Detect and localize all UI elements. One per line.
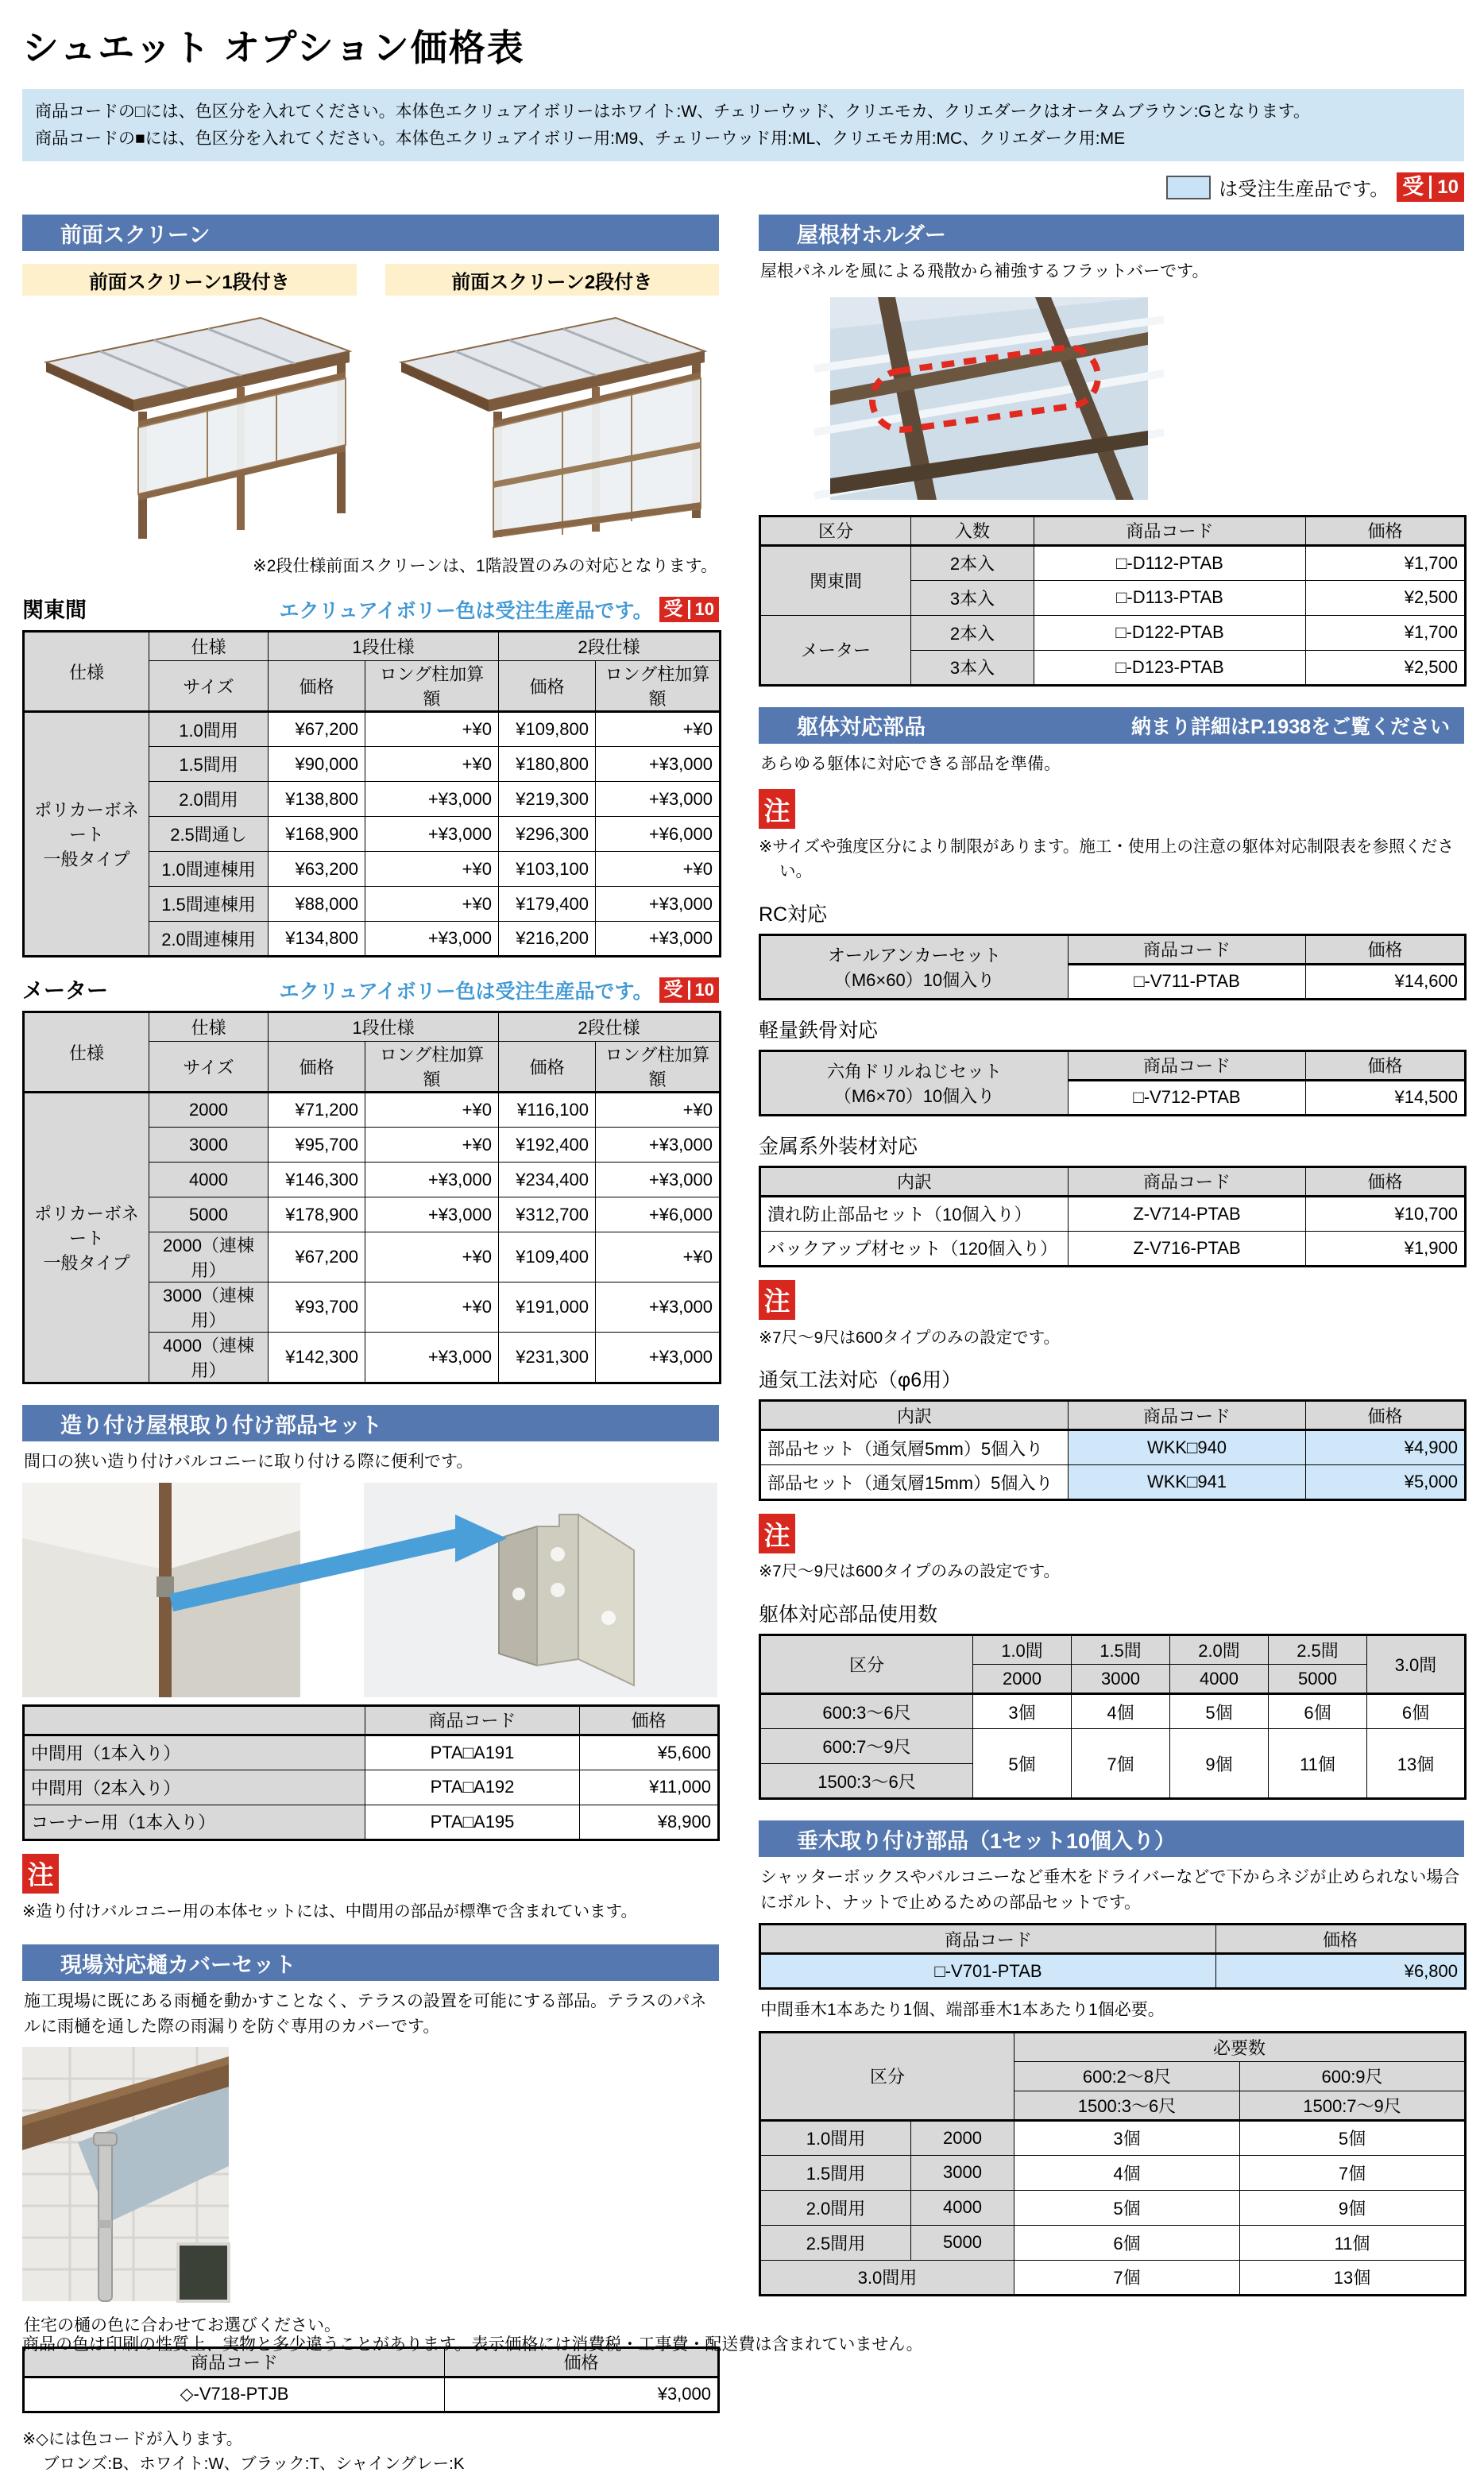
kutai-600-note: ※7尺～9尺は600タイプのみの設定です。: [759, 1328, 1061, 1347]
section-toi-cover-header: 現場対応樋カバーセット: [22, 1944, 719, 1981]
toi-select-note: 住宅の樋の色に合わせてお選びください。: [24, 2316, 341, 2335]
code-cell: □-D113-PTAB: [1034, 580, 1306, 615]
col-header-code: 商品コード: [760, 1925, 1216, 1954]
kanto-heading-row: [22, 593, 719, 624]
long-add-cell: +¥3,000: [596, 1333, 721, 1383]
price-cell: ¥11,000: [580, 1770, 719, 1805]
col-header-long1: ロング柱加算額: [365, 661, 499, 712]
col-header-2ken: 2.0間: [1170, 1635, 1269, 1665]
price-cell: ¥93,700: [269, 1282, 365, 1333]
usage-table: [759, 1634, 1467, 1800]
page-title: シュエット オプション価格表: [22, 27, 525, 68]
code-cell: Z-V716-PTAB: [1069, 1231, 1306, 1266]
col-header-uchiwake: 内訳: [760, 1401, 1069, 1430]
table-row: [760, 2190, 1466, 2225]
size-cell: 4000（連棟用）: [149, 1333, 269, 1383]
caution-badge: 注: [759, 789, 795, 829]
long-add-cell: +¥3,000: [596, 747, 721, 782]
long-add-cell: +¥3,000: [365, 1197, 499, 1232]
qty-cell: 3本入: [911, 580, 1034, 615]
tsuki-table: [759, 1399, 1467, 1501]
code-cell: WKK□940: [1069, 1430, 1306, 1465]
steel-subheading: 軽量鉄骨対応: [759, 1019, 879, 1042]
empty-header-cell: [24, 1705, 365, 1735]
kanto-price-table: [22, 630, 721, 958]
tsukuritsuke-description: 間口の狭い造り付けバルコニーに取り付ける際に便利です。: [24, 1453, 473, 1472]
col-header-5000: 5000: [1269, 1665, 1367, 1694]
size-cell: 1.5間用: [149, 747, 269, 782]
count-cell: 5個: [1014, 2190, 1240, 2225]
meter-heading-row: [22, 973, 719, 1004]
price-cell: ¥1,700: [1306, 615, 1466, 650]
table-row: [24, 1735, 719, 1770]
row-label: 部品セット（通気層15mm）5個入り: [760, 1465, 1069, 1500]
kutai-restriction-note: ※サイズや強度区分により制限があります。施工・使用上の注意の躯体対応制限表を参照ください。: [759, 838, 1454, 880]
col-header-price: 価格: [1306, 1050, 1466, 1080]
taruki-code-table: [759, 1923, 1467, 1990]
col-header-15ken: 1.5間: [1072, 1635, 1170, 1665]
price-cell: ¥14,600: [1306, 964, 1466, 999]
count-cell: 11個: [1269, 1729, 1367, 1799]
row-label: 2.5間用: [760, 2225, 911, 2260]
front-screen-2dan-image: [377, 305, 719, 544]
tsukuritsuke-images: [22, 1483, 717, 1697]
col-header-code: 商品コード: [1069, 1401, 1306, 1430]
col-header-nyusu: 入数: [911, 516, 1034, 545]
long-add-cell: +¥0: [365, 1093, 499, 1128]
row-label: オールアンカーセット （M6×60）10個入り: [760, 934, 1069, 999]
kanto-label: 関東間: [22, 598, 87, 623]
col-header-size: サイズ: [149, 661, 269, 712]
long-add-cell: +¥3,000: [596, 922, 721, 957]
taruki-description: シャッターボックスやバルコニーなど垂木をドライバーなどで下からネジが止められない場合にボルト、ナットで止めるための部品セットです。: [760, 1868, 1460, 1912]
price-cell: ¥234,400: [499, 1163, 596, 1197]
col-header-price: 価格: [1216, 1925, 1466, 1954]
table-row: [760, 545, 1466, 580]
order-production-badge: 受 10: [659, 977, 719, 1003]
long-add-cell: +¥3,000: [596, 1282, 721, 1333]
col-header-spec2: 仕様: [149, 1012, 269, 1042]
page-disclaimer: 商品の色は印刷の性質上、実物と多少違うことがあります。表示価格には消費税・工事費・配送費は含まれていません。: [22, 2335, 923, 2354]
code-cell: □-V701-PTAB: [760, 1954, 1216, 1989]
info-line-1: 商品コードの□には、色区分を入れてください。本体色エクリュアイボリーはホワイト:W、チェリーウッド、クリエモカ、クリエダークはオータムブラウン:Gとなります。: [35, 103, 1311, 121]
table-row: [760, 1694, 1466, 1729]
long-add-cell: +¥3,000: [365, 922, 499, 957]
size-cell: 4000: [149, 1163, 269, 1197]
taruki-qty-table: [759, 2031, 1467, 2296]
long-add-cell: +¥6,000: [596, 817, 721, 852]
row-label: 1500:3～6尺: [760, 1764, 973, 1799]
size-cell: 2.5間通し: [149, 817, 269, 852]
long-add-cell: +¥0: [596, 852, 721, 887]
long-add-cell: +¥3,000: [596, 1128, 721, 1163]
qty-cell: 2本入: [911, 545, 1034, 580]
count-cell: 3個: [973, 1694, 1072, 1729]
color-code-info-box: [22, 89, 1464, 161]
table-row: [760, 2225, 1466, 2260]
col-header-long2: ロング柱加算額: [596, 1042, 721, 1093]
price-cell: ¥109,400: [499, 1232, 596, 1282]
table-row: [760, 1231, 1466, 1266]
col-header-2dan: 2段仕様: [499, 632, 721, 661]
table-row: [760, 1465, 1466, 1500]
row-label: 部品セット（通気層5mm）5個入り: [760, 1430, 1069, 1465]
price-cell: ¥191,000: [499, 1282, 596, 1333]
row-label: コーナー用（1本入り）: [24, 1805, 365, 1840]
price-cell: ¥116,100: [499, 1093, 596, 1128]
col-header-price1: 価格: [269, 661, 365, 712]
price-cell: ¥8,900: [580, 1805, 719, 1840]
table-row: [760, 1954, 1466, 1989]
table-row: [760, 615, 1466, 650]
row-label: 中間用（1本入り）: [24, 1735, 365, 1770]
count-cell: 9個: [1170, 1729, 1269, 1799]
price-cell: ¥4,900: [1306, 1430, 1466, 1465]
order-production-legend: [22, 172, 1464, 202]
price-cell: ¥14,500: [1306, 1080, 1466, 1115]
price-cell: ¥231,300: [499, 1333, 596, 1383]
code-cell: WKK□941: [1069, 1465, 1306, 1500]
long-add-cell: +¥3,000: [596, 782, 721, 817]
section-tsukuritsuke-header: 造り付け屋根取り付け部品セット: [22, 1405, 719, 1441]
col-header-size: サイズ: [149, 1042, 269, 1093]
meter-price-table: [22, 1011, 721, 1384]
size-cell: 3000: [149, 1128, 269, 1163]
price-cell: ¥179,400: [499, 887, 596, 922]
price-cell: ¥10,700: [1306, 1196, 1466, 1231]
count-cell: 5個: [1170, 1694, 1269, 1729]
col-header-spec: 仕様: [24, 632, 149, 712]
right-column: [759, 215, 1464, 2300]
code-cell: Z-V714-PTAB: [1069, 1196, 1306, 1231]
tsukuritsuke-note: ※造り付けバルコニー用の本体セットには、中間用の部品が標準で含まれています。: [22, 1901, 638, 1921]
price-cell: ¥63,200: [269, 852, 365, 887]
size-cell: 2000（連棟用）: [149, 1232, 269, 1282]
col-header-price: 価格: [1306, 934, 1466, 964]
size-cell: 1.0間連棟用: [149, 852, 269, 887]
col-header-kubun: 区分: [760, 1635, 973, 1694]
row-label: 600:3～6尺: [760, 1694, 973, 1729]
row-label: 中間用（2本入り）: [24, 1770, 365, 1805]
rc-subheading: RC対応: [759, 903, 828, 926]
table-row: [24, 1093, 721, 1128]
section-yane-holder-header: 屋根材ホルダー: [759, 215, 1464, 251]
table-row: [24, 1805, 719, 1840]
kutai-description: あらゆる躯体に対応できる部品を準備。: [760, 754, 1061, 773]
count-cell: 6個: [1269, 1694, 1367, 1729]
lightblue-swatch: [1166, 176, 1211, 199]
table-row: [24, 2377, 719, 2412]
table-row: [760, 2120, 1466, 2155]
count-cell: 4個: [1014, 2155, 1240, 2190]
price-cell: ¥5,000: [1306, 1465, 1466, 1500]
rc-table: [759, 934, 1467, 1000]
size-cell: 3000（連棟用）: [149, 1282, 269, 1333]
price-cell: ¥216,200: [499, 922, 596, 957]
long-add-cell: +¥0: [365, 1282, 499, 1333]
order-legend-text: は受注生産品です。: [1219, 179, 1389, 201]
two-column-layout: [0, 202, 1484, 2476]
col-header-code: 商品コード: [1069, 1050, 1306, 1080]
code-cell: ◇-V718-PTJB: [24, 2377, 445, 2412]
long-add-cell: +¥3,000: [365, 1333, 499, 1383]
order-production-badge: 受 10: [659, 597, 719, 622]
col-header-price2: 価格: [499, 1042, 596, 1093]
spec-label-cell: ポリカーボネート 一般タイプ: [24, 712, 149, 957]
price-cell: ¥6,800: [1216, 1954, 1466, 1989]
yane-holder-image: [830, 297, 1148, 500]
front-screen-images: [22, 305, 719, 544]
price-cell: ¥2,500: [1306, 650, 1466, 685]
left-column: [22, 215, 719, 2476]
ecru-order-note: エクリュアイボリー色は受注生産品です。 受 10: [280, 976, 720, 1004]
kubun-cell: 関東間: [760, 545, 911, 615]
count-cell: 7個: [1014, 2260, 1240, 2295]
table-row: [760, 2155, 1466, 2190]
col-header-code: 商品コード: [1069, 934, 1306, 964]
long-add-cell: +¥6,000: [596, 1197, 721, 1232]
long-add-cell: +¥3,000: [596, 887, 721, 922]
usage-subheading: 躯体対応部品使用数: [759, 1604, 938, 1627]
code-cell: □-V712-PTAB: [1069, 1080, 1306, 1115]
price-cell: ¥312,700: [499, 1197, 596, 1232]
long-add-cell: +¥0: [365, 747, 499, 782]
col-header-long1: ロング柱加算額: [365, 1042, 499, 1093]
size-cell: 5000: [149, 1197, 269, 1232]
col-header-kubun: 区分: [760, 2032, 1014, 2120]
order-production-badge: 受 10: [1397, 172, 1464, 202]
price-cell: ¥180,800: [499, 747, 596, 782]
ju-icon: 受: [663, 979, 683, 1001]
price-cell: ¥2,500: [1306, 580, 1466, 615]
size-cell: 2.0間用: [149, 782, 269, 817]
price-cell: ¥103,100: [499, 852, 596, 887]
col-header-range-b1: 600:9尺: [1240, 2061, 1466, 2091]
size-cell: 5000: [911, 2225, 1014, 2260]
col-header-1ken: 1.0間: [973, 1635, 1072, 1665]
section-kutai-header: 躯体対応部品 納まり詳細はP.1938をご覧ください: [759, 707, 1464, 744]
price-cell: ¥142,300: [269, 1333, 365, 1383]
col-header-price: 価格: [445, 2347, 719, 2377]
meter-label: メーター: [22, 979, 108, 1004]
metal-subheading: 金属系外装材対応: [759, 1135, 918, 1158]
tsukuritsuke-parts-table: [22, 1704, 720, 1841]
toi-note-2: ブロンズ:B、ホワイト:W、ブラック:T、シャイングレー:K: [43, 2454, 465, 2473]
col-header-range-b2: 1500:7～9尺: [1240, 2091, 1466, 2120]
caution-badge: 注: [22, 1854, 59, 1894]
col-header-price: 価格: [1306, 1401, 1466, 1430]
row-label: 潰れ防止部品セット（10個入り）: [760, 1196, 1069, 1231]
price-cell: ¥95,700: [269, 1128, 365, 1163]
toi-note-1: ※◇には色コードが入ります。: [22, 2429, 243, 2448]
price-cell: ¥168,900: [269, 817, 365, 852]
code-cell: PTA□A192: [365, 1770, 580, 1805]
qty-cell: 2本入: [911, 615, 1034, 650]
col-header-4000: 4000: [1170, 1665, 1269, 1694]
long-add-cell: +¥3,000: [596, 1163, 721, 1197]
long-add-cell: +¥0: [365, 887, 499, 922]
col-header-2dan: 2段仕様: [499, 1012, 721, 1042]
col-header-code: 商品コード: [24, 2347, 445, 2377]
toi-cover-description: 施工現場に既にある雨樋を動かすことなく、テラスの設置を可能にする部品。テラスのパネルに雨樋を通した際の雨漏りを防ぐ専用のカバーです。: [24, 1992, 707, 2036]
price-cell: ¥1,900: [1306, 1231, 1466, 1266]
price-cell: ¥219,300: [499, 782, 596, 817]
size-cell: 4000: [911, 2190, 1014, 2225]
long-add-cell: +¥0: [596, 1232, 721, 1282]
size-cell: 2000: [149, 1093, 269, 1128]
count-cell: 11個: [1240, 2225, 1466, 2260]
caution-badge: 注: [759, 1514, 795, 1553]
price-cell: ¥67,200: [269, 1232, 365, 1282]
price-cell: ¥178,900: [269, 1197, 365, 1232]
col-header-3000: 3000: [1072, 1665, 1170, 1694]
long-add-cell: +¥0: [596, 1093, 721, 1128]
size-cell: 3000: [911, 2155, 1014, 2190]
col-header-kubun: 区分: [760, 516, 911, 545]
col-header-uchiwake: 内訳: [760, 1166, 1069, 1196]
col-header-code: 商品コード: [365, 1705, 580, 1735]
size-cell: 2.0間連棟用: [149, 922, 269, 957]
metal-table: [759, 1166, 1467, 1267]
table-row: [760, 1196, 1466, 1231]
front-screen-note: ※2段仕様前面スクリーンは、1階設置のみの対応となります。: [253, 557, 717, 576]
yane-holder-description: 屋根パネルを風による飛散から補強するフラットバーです。: [760, 262, 1209, 281]
price-cell: ¥67,200: [269, 712, 365, 747]
col-header-code: 商品コード: [1034, 516, 1306, 545]
code-cell: □-D112-PTAB: [1034, 545, 1306, 580]
code-cell: □-V711-PTAB: [1069, 964, 1306, 999]
kutai-600-note-2: ※7尺～9尺は600タイプのみの設定です。: [759, 1562, 1061, 1581]
label-1dan: 前面スクリーン1段付き: [22, 264, 357, 296]
kutai-header-right-note: 納まり詳細はP.1938をご覧ください: [1130, 715, 1450, 738]
toi-cover-image: [22, 2047, 229, 2301]
price-cell: ¥146,300: [269, 1163, 365, 1197]
long-add-cell: +¥0: [365, 712, 499, 747]
price-cell: ¥88,000: [269, 887, 365, 922]
count-cell: 13個: [1367, 1729, 1466, 1799]
label-2dan: 前面スクリーン2段付き: [385, 264, 720, 296]
size-cell: 1.5間連棟用: [149, 887, 269, 922]
col-header-spec2: 仕様: [149, 632, 269, 661]
table-row: [24, 1770, 719, 1805]
size-cell: 1.0間用: [149, 712, 269, 747]
price-cell: ¥71,200: [269, 1093, 365, 1128]
row-label: バックアップ材セット（120個入り）: [760, 1231, 1069, 1266]
price-cell: ¥1,700: [1306, 545, 1466, 580]
col-header-code: 商品コード: [1069, 1166, 1306, 1196]
price-cell: ¥192,400: [499, 1128, 596, 1163]
long-add-cell: +¥3,000: [365, 1163, 499, 1197]
long-add-cell: +¥0: [365, 1128, 499, 1163]
ecru-order-note: エクリュアイボリー色は受注生産品です。 受 10: [280, 595, 720, 624]
col-header-price: 価格: [1306, 1166, 1466, 1196]
count-cell: 4個: [1072, 1694, 1170, 1729]
long-add-cell: +¥0: [365, 1232, 499, 1282]
long-add-cell: +¥3,000: [365, 782, 499, 817]
info-line-2: 商品コードの■には、色区分を入れてください。本体色エクリュアイボリー用:M9、チェリーウッド用:ML、クリエモカ用:MC、クリエダーク用:ME: [35, 129, 1126, 148]
count-cell: 13個: [1240, 2260, 1466, 2295]
row-label: 600:7～9尺: [760, 1729, 973, 1764]
code-cell: □-D123-PTAB: [1034, 650, 1306, 685]
col-header-price2: 価格: [499, 661, 596, 712]
code-cell: PTA□A191: [365, 1735, 580, 1770]
col-header-need: 必要数: [1014, 2032, 1466, 2061]
ju-icon: 受: [1402, 175, 1424, 199]
count-cell: 7個: [1240, 2155, 1466, 2190]
table-row: [760, 2260, 1466, 2295]
front-screen-variant-labels: [22, 264, 719, 296]
section-taruki-header: 垂木取り付け部品（1セット10個入り）: [759, 1820, 1464, 1857]
price-cell: ¥134,800: [269, 922, 365, 957]
col-header-25ken: 2.5間: [1269, 1635, 1367, 1665]
yane-holder-table: [759, 515, 1467, 687]
qty-cell: 3本入: [911, 650, 1034, 685]
count-cell: 6個: [1367, 1694, 1466, 1729]
count-cell: 5個: [1240, 2120, 1466, 2155]
row-label: 1.0間用: [760, 2120, 911, 2155]
table-row: [760, 1729, 1466, 1764]
col-header-range-a1: 600:2～8尺: [1014, 2061, 1240, 2091]
steel-table: [759, 1050, 1467, 1116]
long-add-cell: +¥3,000: [365, 817, 499, 852]
row-label: 1.5間用: [760, 2155, 911, 2190]
row-label: 3.0間用: [760, 2260, 1014, 2295]
col-header-price: 価格: [1306, 516, 1466, 545]
col-header-3ken: 3.0間: [1367, 1635, 1466, 1694]
row-label: 六角ドリルねじセット （M6×70）10個入り: [760, 1050, 1069, 1115]
size-cell: 2000: [911, 2120, 1014, 2155]
count-cell: 9個: [1240, 2190, 1466, 2225]
price-cell: ¥5,600: [580, 1735, 719, 1770]
code-cell: □-D122-PTAB: [1034, 615, 1306, 650]
kubun-cell: メーター: [760, 615, 911, 685]
page-header: [0, 0, 1484, 202]
col-header-price: 価格: [580, 1705, 719, 1735]
count-cell: 5個: [973, 1729, 1072, 1799]
col-header-long2: ロング柱加算額: [596, 661, 721, 712]
col-header-spec: 仕様: [24, 1012, 149, 1093]
section-front-screen-header: 前面スクリーン: [22, 215, 719, 251]
caution-badge: 注: [759, 1280, 795, 1320]
row-label: 2.0間用: [760, 2190, 911, 2225]
code-cell: PTA□A195: [365, 1805, 580, 1840]
front-screen-1dan-image: [22, 305, 364, 544]
col-header-price1: 価格: [269, 1042, 365, 1093]
tsuki-subheading: 通気工法対応（φ6用）: [759, 1369, 962, 1392]
price-cell: ¥138,800: [269, 782, 365, 817]
taruki-note: 中間垂木1本あたり1個、端部垂木1本あたり1個必要。: [760, 2001, 1165, 2020]
col-header-1dan: 1段仕様: [269, 1012, 499, 1042]
price-cell: ¥90,000: [269, 747, 365, 782]
count-cell: 7個: [1072, 1729, 1170, 1799]
price-cell: ¥109,800: [499, 712, 596, 747]
count-cell: 6個: [1014, 2225, 1240, 2260]
table-row: [760, 1430, 1466, 1465]
long-add-cell: +¥0: [365, 852, 499, 887]
price-cell: ¥296,300: [499, 817, 596, 852]
col-header-1dan: 1段仕様: [269, 632, 499, 661]
price-cell: ¥3,000: [445, 2377, 719, 2412]
toi-cover-table: [22, 2346, 720, 2413]
spec-label-cell: ポリカーボネート 一般タイプ: [24, 1093, 149, 1383]
count-cell: 3個: [1014, 2120, 1240, 2155]
table-row: [24, 712, 721, 747]
ju-icon: 受: [663, 598, 683, 621]
long-add-cell: +¥0: [596, 712, 721, 747]
col-header-range-a2: 1500:3～6尺: [1014, 2091, 1240, 2120]
col-header-2000: 2000: [973, 1665, 1072, 1694]
